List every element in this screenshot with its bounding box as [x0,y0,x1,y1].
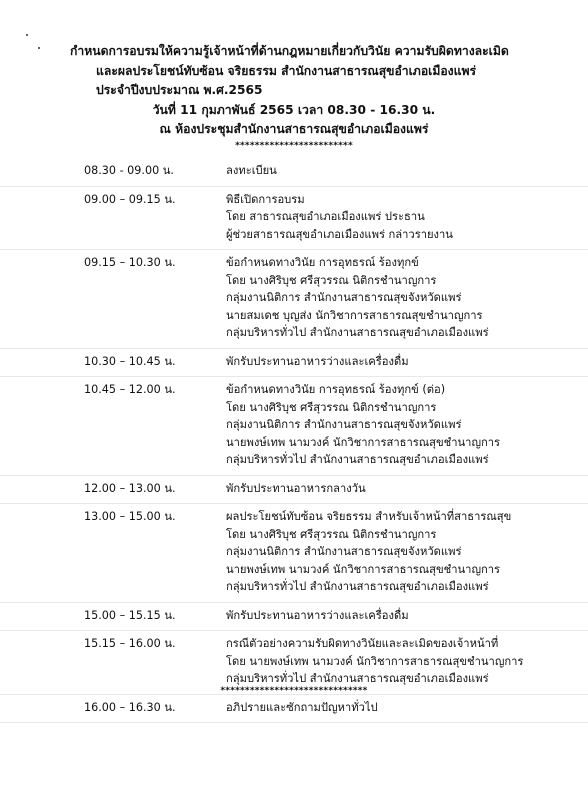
session-detail-line: กลุ่มงานนิติการ สำนักงานสาธารณสุขจังหวัดแพร่ [226,545,462,558]
schedule-details [226,162,566,180]
schedule-time: 16.00 – 16.30 น. [84,700,176,714]
schedule-time: 08.30 - 09.00 น. [84,164,174,177]
schedule-details [226,699,566,717]
footer-separator-stars: ****************************** [220,686,368,696]
schedule-details [226,254,566,342]
session-detail-line: กลุ่มบริหารทั่วไป สำนักงานสาธารณสุขอำเภอเมืองแพร่ [226,326,489,339]
session-title: พักรับประทานอาหารว่างและเครื่องดื่ม [226,354,409,368]
session-detail-line: กลุ่มบริหารทั่วไป สำนักงานสาธารณสุขอำเภอเมืองแพร่ [226,672,489,685]
schedule-details [226,607,566,625]
session-detail-line: กลุ่มบริหารทั่วไป สำนักงานสาธารณสุขอำเภอเมืองแพร่ [226,453,489,466]
session-detail-line: กลุ่มงานนิติการ สำนักงานสาธารณสุขจังหวัดแพร่ [226,291,462,304]
schedule-details [226,508,566,596]
schedule-row [0,476,588,505]
session-detail-line: นายพงษ์เทพ นามวงค์ นักวิชาการสาธารณสุขชำนาญการ [226,435,501,449]
venue-line: ณ ห้องประชุมสำนักงานสาธารณสุขอำเภอเมืองแพร่ [159,122,429,136]
schedule-row [0,603,588,632]
schedule-time: 12.00 – 13.00 น. [84,481,176,495]
schedule-time: 13.00 – 15.00 น. [84,510,176,523]
schedule-time: 09.00 – 09.15 น. [84,192,176,206]
schedule-time: 10.30 – 10.45 น. [84,354,176,368]
session-title: อภิปรายและซักถามปัญหาทั่วไป [226,700,378,714]
schedule-row [0,250,588,349]
date-time-line: วันที่ 11 กุมภาพันธ์ 2565 เวลา 08.30 - 16.30 น. [152,102,436,117]
schedule-row [0,631,588,695]
session-title: ข้อกำหนดทางวินัย การอุทธรณ์ ร้องทุกข์ (ต่อ) [226,383,446,396]
session-detail-line: โดย สาธารณสุขอำเภอเมืองแพร่ ประธาน [226,210,425,223]
session-title: พักรับประทานอาหารว่างและเครื่องดื่ม [226,608,409,622]
session-title: พักรับประทานอาหารกลางวัน [226,481,366,495]
session-detail-line: โดย นางศิริบุช ศรีสุวรรณ นิติกรชำนาญการ [226,400,437,414]
schedule-table [0,158,588,723]
session-detail-line: โดย นางศิริบุช ศรีสุวรรณ นิติกรชำนาญการ [226,273,437,287]
session-detail-line: โดย นางศิริบุช ศรีสุวรรณ นิติกรชำนาญการ [226,527,437,541]
schedule-details [226,480,566,498]
session-title: ข้อกำหนดทางวินัย การอุทธรณ์ ร้องทุกข์ [226,256,419,269]
session-title: ผลประโยชน์ทับซ้อน จริยธรรม สำหรับเจ้าหน้าที่สาธารณสุข [226,510,512,523]
session-title: ลงทะเบียน [226,164,277,177]
schedule-details [226,191,566,244]
schedule-row [0,349,588,378]
session-title: พิธีเปิดการอบรม [226,192,305,206]
schedule-row [0,377,588,476]
session-detail-line: ผู้ช่วยสาธารณสุขอำเภอเมืองแพร่ กล่าวรายงาน [226,227,453,241]
session-detail-line: นายสมเดช บุญส่ง นักวิชาการสาธารณสุขชำนาญการ [226,308,483,322]
schedule-row [0,158,588,187]
schedule-row [0,504,588,603]
schedule-details [226,635,566,688]
schedule-row [0,187,588,251]
session-detail-line: กลุ่มงานนิติการ สำนักงานสาธารณสุขจังหวัดแพร่ [226,418,462,431]
document-header [0,42,588,152]
session-detail-line: กลุ่มบริหารทั่วไป สำนักงานสาธารณสุขอำเภอเมืองแพร่ [226,580,489,593]
schedule-details [226,353,566,371]
session-title: กรณีตัวอย่างความรับผิดทางวินัยและละเมิดของเจ้าหน้าที่ [226,637,499,650]
session-detail-line: นายพงษ์เทพ นามวงค์ นักวิชาการสาธารณสุขชำนาญการ [226,562,501,576]
schedule-details [226,381,566,469]
schedule-time: 10.45 – 12.00 น. [84,383,176,396]
schedule-time: 15.15 – 16.00 น. [84,637,176,650]
header-separator-stars: ************************ [235,140,353,151]
schedule-time: 09.15 – 10.30 น. [84,256,176,269]
title-line: และผลประโยชน์ทับซ้อน จริยธรรม สำนักงานสาธารณสุขอำเภอเมืองแพร่ [96,63,477,78]
scan-speck [26,34,28,36]
fiscal-year-line: ประจำปีงบประมาณ พ.ศ.2565 [96,83,263,97]
title-line: กำหนดการอบรมให้ความรู้เจ้าหน้าที่ด้านกฎหมายเกี่ยวกับวินัย ความรับผิดทางละเมิด [70,44,509,58]
schedule-time: 15.00 – 15.15 น. [84,608,176,622]
session-detail-line: โดย นายพงษ์เทพ นามวงค์ นักวิชาการสาธารณสุขชำนาญการ [226,654,524,668]
schedule-row [0,695,588,724]
